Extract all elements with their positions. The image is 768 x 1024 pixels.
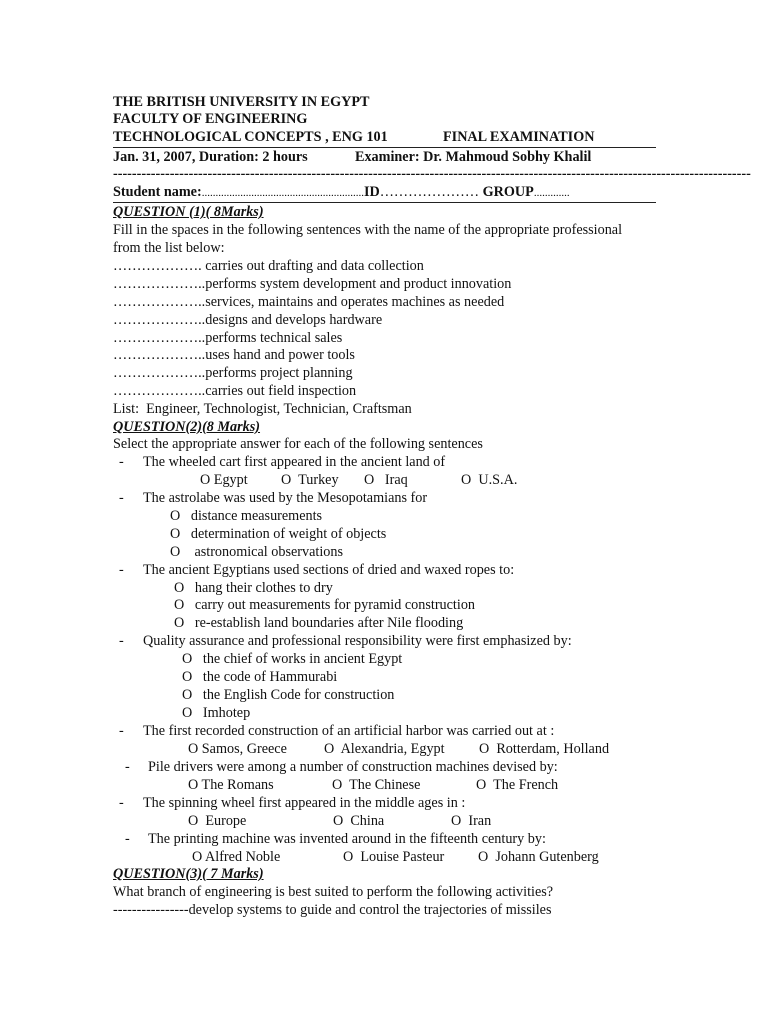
q1-item: ………………..performs technical sales <box>113 330 343 346</box>
radio-option[interactable]: O Iraq <box>364 472 408 488</box>
radio-option[interactable]: O astronomical observations <box>170 544 343 560</box>
radio-option[interactable]: O Egypt <box>200 472 248 488</box>
radio-circle-icon: O <box>188 813 199 829</box>
radio-circle-icon: O <box>332 777 343 793</box>
student-rule <box>113 202 656 203</box>
id-label: ID <box>363 184 380 200</box>
radio-circle-icon: O <box>182 705 193 721</box>
radio-option[interactable]: O distance measurements <box>170 508 323 524</box>
university-name: THE BRITISH UNIVERSITY IN EGYPT <box>113 94 370 110</box>
id-field[interactable]: ………………… <box>379 184 480 200</box>
radio-circle-icon: O <box>182 651 193 667</box>
q2-question-8: The printing machine was invented around in the fifteenth century by: <box>148 831 546 847</box>
q1-item: ………………..performs project planning <box>113 365 353 381</box>
radio-circle-icon: O <box>192 849 203 865</box>
q2-question-7: The spinning wheel first appeared in the middle ages in : <box>143 795 466 811</box>
q3-intro: What branch of engineering is best suited to perform the following activities? <box>113 884 554 900</box>
q2-intro: Select the appropriate answer for each of the following sentences <box>113 436 483 452</box>
q2-question-2: The astrolabe was used by the Mesopotamians for <box>143 490 428 506</box>
radio-option[interactable]: O Europe <box>188 813 247 829</box>
radio-option[interactable]: O The French <box>476 777 559 793</box>
radio-circle-icon: O <box>343 849 354 865</box>
q1-item: ………………..uses hand and power tools <box>113 347 355 363</box>
radio-option[interactable]: O Iran <box>451 813 492 829</box>
radio-circle-icon: O <box>451 813 462 829</box>
group-field[interactable]: ............. <box>533 187 570 199</box>
header-rule <box>113 147 656 148</box>
student-name-field[interactable]: ........................................................... <box>201 187 364 199</box>
radio-circle-icon: O <box>478 849 489 865</box>
q1-item: ………………..carries out field inspection <box>113 383 357 399</box>
radio-circle-icon: O <box>476 777 487 793</box>
q1-item: ………………..performs system development and product innovation <box>113 276 512 292</box>
radio-circle-icon: O <box>182 687 193 703</box>
question-dash: - <box>119 454 124 470</box>
radio-circle-icon: O <box>364 472 375 488</box>
group-label: GROUP <box>482 184 534 200</box>
student-name-label: Student name: <box>113 184 202 200</box>
question-dash: - <box>119 723 124 739</box>
radio-circle-icon: O <box>188 741 199 757</box>
question-dash: - <box>119 795 124 811</box>
separator-line: --------------------------------------------------------------------------------------------------------------------------------------- <box>113 166 751 182</box>
examiner: Examiner: Dr. Mahmoud Sobhy Khalil <box>355 149 592 165</box>
radio-option[interactable]: O Samos, Greece <box>188 741 287 757</box>
radio-option[interactable]: O U.S.A. <box>461 472 518 488</box>
q2-question-6: Pile drivers were among a number of construction machines devised by: <box>148 759 558 775</box>
radio-option[interactable]: O re-establish land boundaries after Nile flooding <box>174 615 464 631</box>
question-dash: - <box>119 562 124 578</box>
radio-circle-icon: O <box>281 472 292 488</box>
radio-circle-icon: O <box>182 669 193 685</box>
course-title: TECHNOLOGICAL CONCEPTS , ENG 101 <box>113 129 388 145</box>
question-dash: - <box>125 831 130 847</box>
radio-circle-icon: O <box>174 580 185 596</box>
q1-title: QUESTION (1)( 8Marks) <box>113 204 264 220</box>
radio-option[interactable]: O the chief of works in ancient Egypt <box>182 651 403 667</box>
exam-date-duration: Jan. 31, 2007, Duration: 2 hours <box>113 149 308 165</box>
radio-option[interactable]: O Alexandria, Egypt <box>324 741 445 757</box>
q2-question-4: Quality assurance and professional responsibility were first emphasized by: <box>143 633 572 649</box>
q1-item: ………………..designs and develops hardware <box>113 312 383 328</box>
radio-option[interactable]: O determination of weight of objects <box>170 526 387 542</box>
radio-circle-icon: O <box>333 813 344 829</box>
radio-option[interactable]: O Turkey <box>281 472 339 488</box>
radio-circle-icon: O <box>174 615 185 631</box>
radio-option[interactable]: O The Chinese <box>332 777 421 793</box>
radio-circle-icon: O <box>324 741 335 757</box>
radio-option[interactable]: O China <box>333 813 385 829</box>
radio-circle-icon: O <box>461 472 472 488</box>
radio-option[interactable]: O the English Code for construction <box>182 687 395 703</box>
radio-option[interactable]: O Johann Gutenberg <box>478 849 599 865</box>
radio-circle-icon: O <box>200 472 211 488</box>
q3-item: ----------------develop systems to guide and control the trajectories of missiles <box>113 902 552 918</box>
q1-intro-line: from the list below: <box>113 240 225 256</box>
radio-option[interactable]: O hang their clothes to dry <box>174 580 333 596</box>
q2-question-5: The first recorded construction of an artificial harbor was carried out at : <box>143 723 555 739</box>
question-dash: - <box>119 633 124 649</box>
radio-circle-icon: O <box>170 508 181 524</box>
student-info-line <box>113 184 570 201</box>
radio-circle-icon: O <box>170 526 181 542</box>
q1-intro-line: Fill in the spaces in the following sentences with the name of the appropriate professional <box>113 222 623 238</box>
radio-circle-icon: O <box>188 777 199 793</box>
q2-title: QUESTION(2)(8 Marks) <box>113 419 261 435</box>
question-dash: - <box>119 490 124 506</box>
radio-option[interactable]: O Rotterdam, Holland <box>479 741 610 757</box>
radio-circle-icon: O <box>174 597 185 613</box>
q1-item: ………………. carries out drafting and data collection <box>113 258 424 274</box>
radio-option[interactable]: O The Romans <box>188 777 274 793</box>
radio-circle-icon: O <box>170 544 181 560</box>
exam-type: FINAL EXAMINATION <box>443 129 595 145</box>
radio-option[interactable]: O Alfred Noble <box>192 849 281 865</box>
faculty-name: FACULTY OF ENGINEERING <box>113 111 308 127</box>
q2-question-1: The wheeled cart first appeared in the ancient land of <box>143 454 446 470</box>
radio-option[interactable]: O Imhotep <box>182 705 251 721</box>
q1-item: ………………..services, maintains and operates machines as needed <box>113 294 505 310</box>
radio-option[interactable]: O the code of Hammurabi <box>182 669 338 685</box>
radio-option[interactable]: O Louise Pasteur <box>343 849 445 865</box>
radio-circle-icon: O <box>479 741 490 757</box>
question-dash: - <box>125 759 130 775</box>
q2-question-3: The ancient Egyptians used sections of dried and waxed ropes to: <box>143 562 515 578</box>
q3-title: QUESTION(3)( 7 Marks) <box>113 866 264 882</box>
radio-option[interactable]: O carry out measurements for pyramid construction <box>174 597 476 613</box>
q1-professional-list: List: Engineer, Technologist, Technician, Craftsman <box>113 401 412 417</box>
